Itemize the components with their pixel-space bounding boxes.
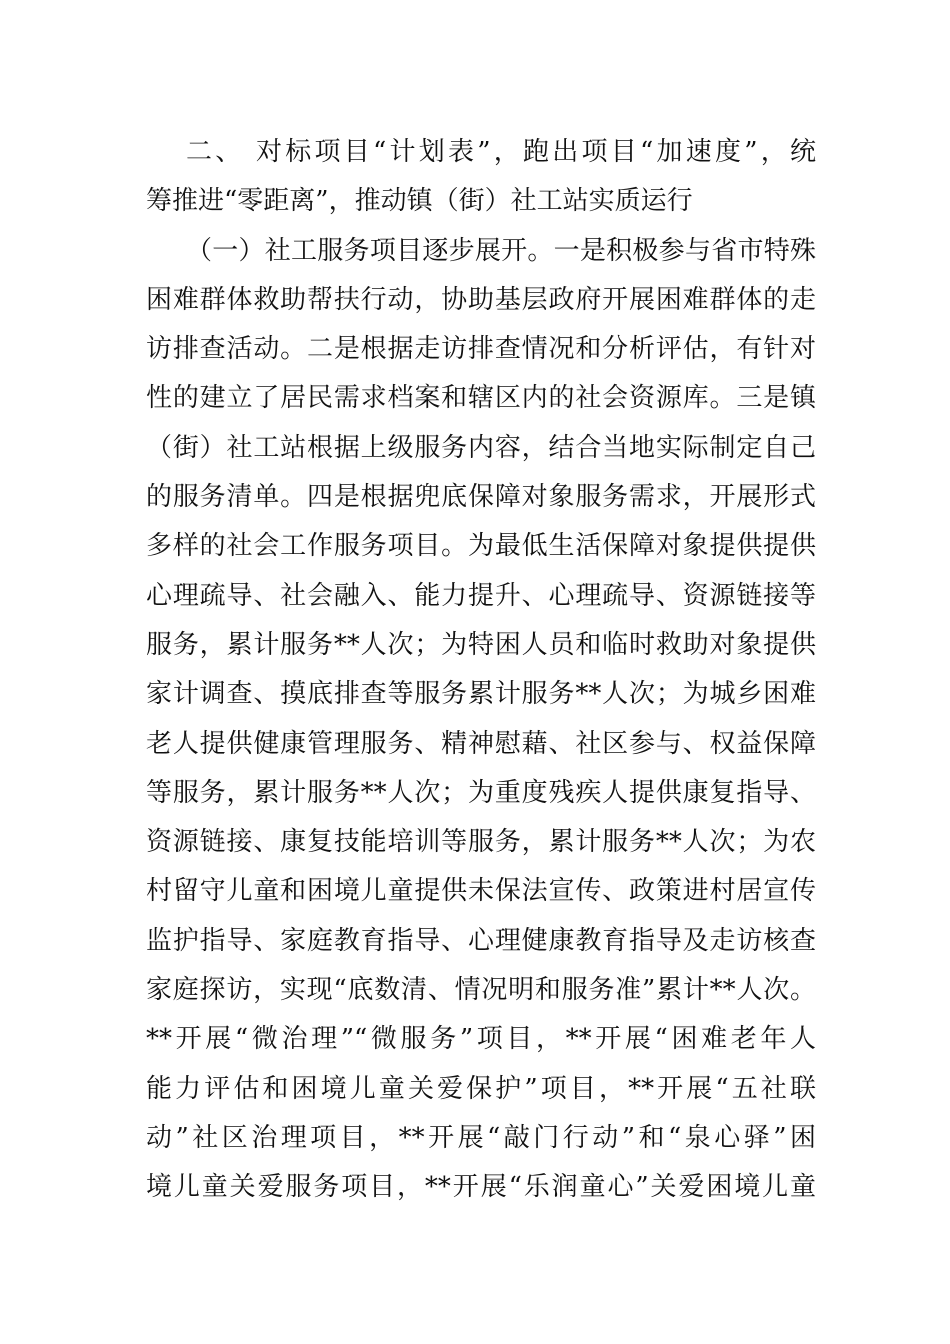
paragraph-line: **开展“微治理”“微服务”项目，**开展“困难老年人	[146, 1024, 816, 1055]
paragraph-line: 访排查活动。二是根据走访排查情况和分析评估，有针对	[146, 334, 816, 365]
paragraph-line: 动”社区治理项目，**开展“敲门行动”和“泉心驿”困	[146, 1122, 816, 1153]
paragraph-line: 的服务清单。四是根据兜底保障对象服务需求，开展形式	[146, 482, 816, 513]
body-text	[146, 128, 816, 1213]
paragraph-line: 境儿童关爱服务项目，**开展“乐润童心”关爱困境儿童	[146, 1172, 816, 1203]
paragraph-line: 监护指导、家庭教育指导、心理健康教育指导及走访核查	[146, 925, 816, 956]
paragraph-line: 心理疏导、社会融入、能力提升、心理疏导、资源链接等	[146, 580, 816, 611]
paragraph-line: 性的建立了居民需求档案和辖区内的社会资源库。三是镇	[146, 383, 816, 414]
heading-line-2: 筹推进“零距离”，推动镇（街）社工站实质运行	[146, 186, 693, 217]
paragraph-line: 等服务，累计服务**人次；为重度残疾人提供康复指导、	[146, 777, 816, 808]
paragraph-line: 老人提供健康管理服务、精神慰藉、社区参与、权益保障	[146, 728, 816, 759]
heading-line-1: 二、 对标项目“计划表”，跑出项目“加速度”，统	[186, 137, 816, 167]
paragraph-line: 能力评估和困境儿童关爱保护”项目，**开展“五社联	[146, 1073, 816, 1104]
paragraph-line: 资源链接、康复技能培训等服务，累计服务**人次；为农	[146, 827, 816, 858]
paragraph-line: 困难群体救助帮扶行动，协助基层政府开展困难群体的走	[146, 284, 816, 315]
paragraph-line: 多样的社会工作服务项目。为最低生活保障对象提供提供	[146, 531, 816, 562]
paragraph-line: （街）社工站根据上级服务内容，结合当地实际制定自己	[146, 432, 816, 463]
paragraph-line: 家庭探访，实现“底数清、情况明和服务准”累计**人次。	[146, 975, 816, 1006]
paragraph-line: 村留守儿童和困境儿童提供未保法宣传、政策进村居宣传	[146, 876, 816, 907]
paragraph-line: 家计调查、摸底排查等服务累计服务**人次；为城乡困难	[146, 679, 816, 710]
paragraph-line: （一）社工服务项目逐步展开。一是积极参与省市特殊	[186, 235, 816, 266]
paragraph-line: 服务，累计服务**人次；为特困人员和临时救助对象提供	[146, 629, 816, 660]
